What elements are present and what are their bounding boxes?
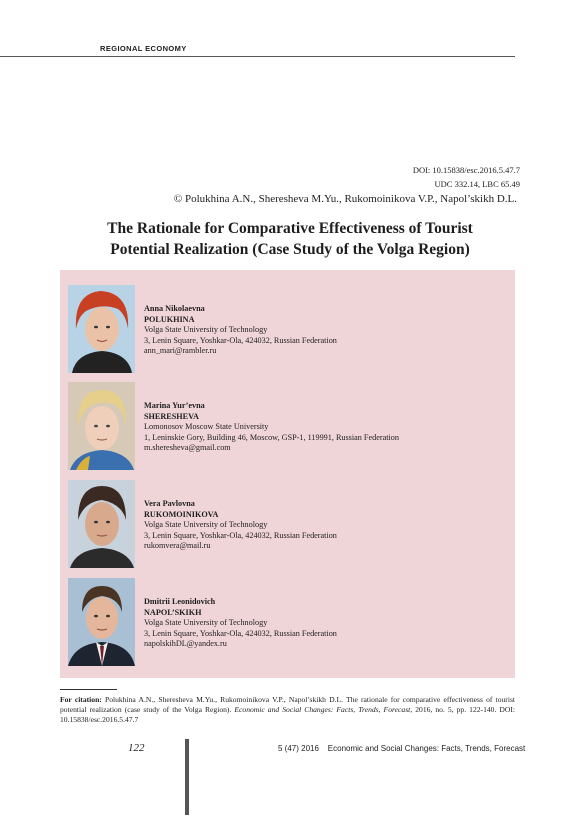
citation-journal: Economic and Social Changes: Facts, Trends, Forecast bbox=[234, 704, 411, 714]
author-card bbox=[68, 382, 508, 472]
author-affiliation: Lomonosov Moscow State University bbox=[144, 422, 269, 431]
author-address: 3, Lenin Square, Yoshkar-Ola, 424032, Russian Federation bbox=[144, 335, 337, 345]
author-photo bbox=[68, 578, 135, 666]
authors-panel bbox=[60, 270, 515, 678]
citation-note bbox=[60, 695, 515, 724]
author-given-name: Vera Pavlovna bbox=[144, 499, 195, 508]
author-surname: SHERESHEVA bbox=[144, 411, 199, 421]
copyright-line: © Polukhina A.N., Sheresheva M.Yu., Rukomoinikova V.P., Napol’skikh D.L. bbox=[173, 193, 517, 205]
author-affiliation: Volga State University of Technology bbox=[144, 325, 268, 334]
footer-vertical-bar bbox=[185, 739, 189, 815]
author-given-name: Dmitrii Leonidovich bbox=[144, 597, 216, 606]
author-address: 3, Lenin Square, Yoshkar-Ola, 424032, Russian Federation bbox=[144, 628, 337, 638]
page-number: 122 bbox=[128, 742, 145, 754]
author-surname: RUKOMOINIKOVA bbox=[144, 509, 219, 519]
author-address: 3, Lenin Square, Yoshkar-Ola, 424032, Russian Federation bbox=[144, 530, 337, 540]
author-surname: POLUKHINA bbox=[144, 314, 195, 324]
author-photo bbox=[68, 382, 135, 470]
author-affiliation: Volga State University of Technology bbox=[144, 520, 268, 529]
article-title-line-2: Potential Realization (Case Study of the Volga Region) bbox=[110, 241, 470, 258]
author-card bbox=[68, 578, 508, 668]
author-email: m.sheresheva@gmail.com bbox=[144, 443, 231, 452]
header-divider bbox=[0, 56, 515, 57]
citation-details: , 2016, no. 5, pp. 122-140. DOI: 10.15838/esc.2016.5.47.7 bbox=[60, 704, 516, 724]
author-email: napolskihDL@yandex.ru bbox=[144, 639, 227, 648]
author-photo bbox=[68, 285, 135, 373]
footnote-divider bbox=[60, 689, 117, 690]
author-given-name: Marina Yur’evna bbox=[144, 401, 205, 410]
author-address: 1, Leninskie Gory, Building 46, Moscow, GSP-1, 119991, Russian Federation bbox=[144, 432, 399, 442]
citation-text: Polukhina A.N., Sheresheva M.Yu., Rukomoinikova V.P., Napol’skikh D.L. The rationale for comparative effectiveness of tourist potential realization (case study of the Volga Region). bbox=[60, 695, 516, 714]
author-given-name: Anna Nikolaevna bbox=[144, 304, 205, 313]
author-surname: NAPOL’SKIKH bbox=[144, 607, 202, 617]
author-photo bbox=[68, 480, 135, 568]
article-title-line-1: The Rationale for Comparative Effectiveness of Tourist bbox=[107, 220, 473, 237]
section-label: REGIONAL ECONOMY bbox=[100, 44, 187, 53]
citation-label: For citation: bbox=[60, 695, 102, 704]
udc: UDC 332.14, LBC 65.49 bbox=[434, 179, 520, 189]
doi: DOI: 10.15838/esc.2016.5.47.7 bbox=[412, 165, 520, 175]
author-email: rukomvera@mail.ru bbox=[144, 541, 211, 550]
author-card bbox=[68, 285, 508, 375]
author-card bbox=[68, 480, 508, 570]
author-affiliation: Volga State University of Technology bbox=[144, 618, 268, 627]
author-email: ann_mari@rambler.ru bbox=[144, 346, 217, 355]
journal-footer: 5 (47) 2016 Economic and Social Changes: Facts, Trends, Forecast bbox=[278, 744, 526, 753]
